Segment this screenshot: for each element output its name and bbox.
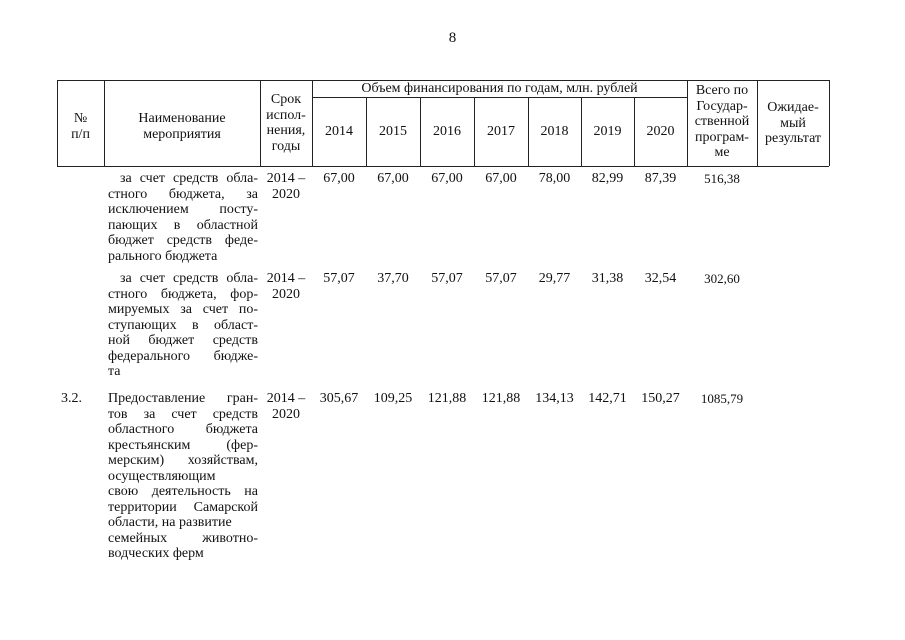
value-2020: 32,54 — [644, 271, 677, 286]
header-bottom-border — [57, 166, 829, 167]
value-2015: 37,70 — [377, 271, 409, 286]
value-2014: 57,07 — [323, 271, 355, 286]
row-term: 2014 – 2020 — [266, 271, 306, 302]
row-name: за счет средств обла- стного бюджета, фор- мируемых за счет по- ступающих в област- ной бюджет средств федерального бюдже- та — [108, 271, 258, 379]
value-2014: 67,00 — [323, 171, 355, 186]
header-year-2014: 2014 — [325, 124, 353, 139]
value-2018: 29,77 — [538, 271, 571, 286]
value-total: 302,60 — [704, 271, 740, 286]
value-2016: 67,00 — [431, 171, 463, 186]
row-number: 3.2. — [61, 391, 82, 406]
value-2015: 67,00 — [377, 171, 409, 186]
header-no: № п/п — [71, 111, 90, 142]
header-funding-title: Объем финансирования по годам, млн. рублей — [361, 81, 638, 96]
value-2019: 31,38 — [591, 271, 624, 286]
value-2019: 82,99 — [591, 171, 624, 186]
years-header-divider — [312, 97, 687, 98]
row-term: 2014 – 2020 — [266, 171, 306, 202]
header-total: Всего по Государ- ственной програм- ме — [694, 83, 750, 160]
value-total: 516,38 — [704, 171, 740, 186]
page-number: 8 — [448, 30, 457, 46]
header-year-2017: 2017 — [487, 124, 515, 139]
value-2020: 150,27 — [641, 391, 680, 406]
value-2017: 67,00 — [485, 171, 517, 186]
header-term: Срок испол- нения, годы — [266, 92, 306, 154]
value-2015: 109,25 — [373, 391, 413, 406]
value-2016: 57,07 — [431, 271, 463, 286]
value-2018: 134,13 — [535, 391, 574, 406]
row-term: 2014 – 2020 — [266, 391, 306, 422]
header-year-2019: 2019 — [593, 124, 622, 139]
row-name: за счет средств обла- стного бюджета, за исключением посту- пающих в областной бюджет средств феде- рального бюджета — [108, 171, 258, 264]
row-name: Предоставление гран- тов за счет средств областного бюджета крестьянским (фер- мерским) хозяйствам, осуществляющим свою деятельность на территории Самарской области, на развитие семейных животно- водческих ферм — [108, 391, 258, 561]
header-year-2020: 2020 — [646, 124, 675, 139]
value-2017: 57,07 — [485, 271, 517, 286]
header-name: Наименование мероприятия — [138, 111, 226, 142]
col-border-right — [829, 80, 830, 166]
value-2016: 121,88 — [427, 391, 467, 406]
header-result: Ожидае- мый результат — [764, 100, 822, 146]
value-total: 1085,79 — [700, 391, 744, 406]
value-2017: 121,88 — [481, 391, 521, 406]
header-year-2016: 2016 — [433, 124, 461, 139]
value-2020: 87,39 — [644, 171, 677, 186]
value-2018: 78,00 — [538, 171, 571, 186]
header-year-2018: 2018 — [540, 124, 569, 139]
header-year-2015: 2015 — [379, 124, 407, 139]
value-2014: 305,67 — [319, 391, 359, 406]
value-2019: 142,71 — [588, 391, 627, 406]
